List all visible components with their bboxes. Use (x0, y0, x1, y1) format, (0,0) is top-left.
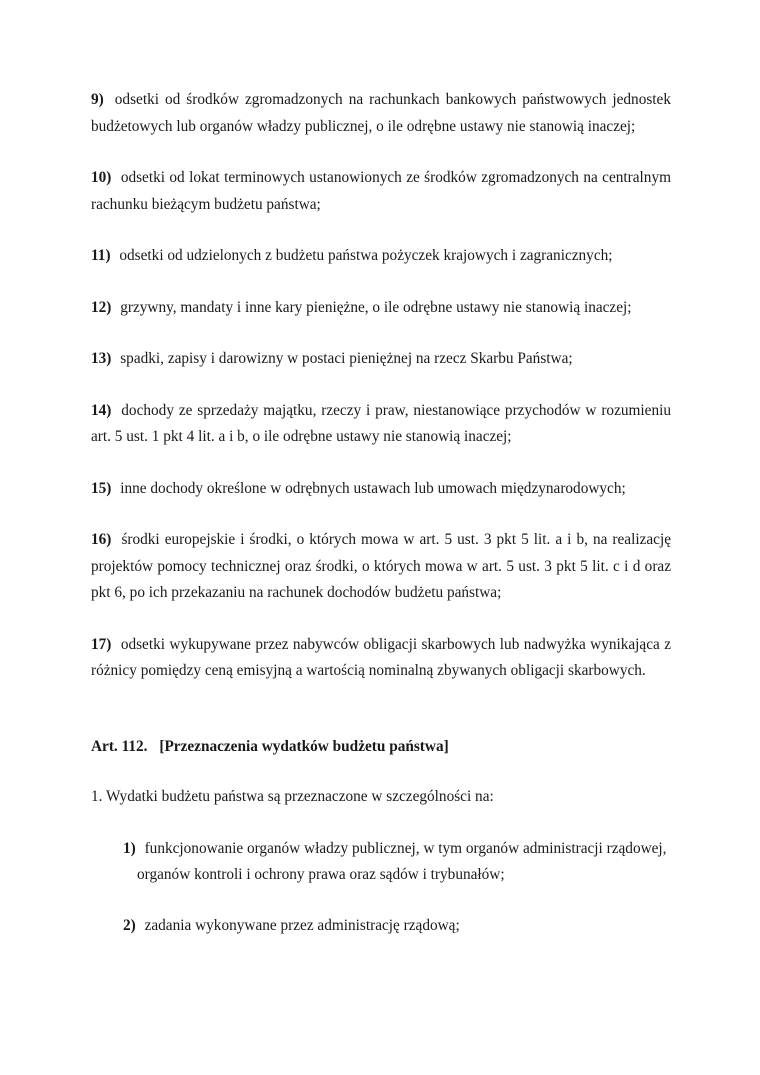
sub-item-number: 2) (123, 916, 136, 934)
item-text: inne dochody określone w odrębnych ustawach lub umowach międzynarodowych; (120, 479, 626, 497)
sub-item-2 (123, 913, 671, 940)
sub-item-1 (123, 836, 671, 889)
paragraph-1: 1. Wydatki budżetu państwa są przeznaczone w szczególności na: (91, 787, 494, 805)
item-text: grzywny, mandaty i inne kary pieniężne, o ile odrębne ustawy nie stanowią inaczej; (120, 298, 632, 316)
item-number: 10) (91, 169, 112, 186)
list-item-11 (91, 243, 671, 270)
article-title: [Przeznaczenia wydatków budżetu państwa] (159, 737, 449, 755)
item-number: 12) (91, 298, 112, 316)
item-text: odsetki od udzielonych z budżetu państwa pożyczek krajowych i zagranicznych; (119, 247, 613, 264)
sub-item-number: 1) (123, 839, 136, 857)
sub-item-text: zadania wykonywane przez administrację rządową; (144, 916, 460, 934)
article-number: Art. 112. (91, 737, 148, 755)
item-number: 15) (91, 479, 112, 497)
item-number: 13) (91, 350, 112, 367)
article-heading (91, 734, 671, 760)
list-item-16 (91, 527, 671, 607)
item-number: 17) (91, 635, 112, 653)
item-text: dochody ze sprzedaży majątku, rzeczy i praw, niestanowiące przychodów w rozumieniu art. 5 ust. 1 pkt 4 lit. a i b, o ile odrębne ustawy nie stanowią inaczej; (91, 401, 671, 445)
list-item-12 (91, 295, 671, 322)
list-item-10 (91, 165, 671, 218)
list-item-13 (91, 346, 671, 373)
item-text: odsetki od środków zgromadzonych na rachunkach bankowych państwowych jednostek budżetowych lub organów władzy publicznej, o ile odrębne ustawy nie stanowią inaczej; (91, 91, 671, 135)
item-number: 14) (91, 401, 112, 419)
item-number: 9) (91, 91, 104, 108)
item-text: środki europejskie i środki, o których mowa w art. 5 ust. 3 pkt 5 lit. a i b, na realizację projektów pomocy technicznej oraz środki, o których mowa w art. 5 ust. 3 pkt 5 lit. c i d oraz pkt 6, po ich przekazaniu na rachunek dochodów budżetu państwa; (91, 531, 672, 601)
list-item-17 (91, 632, 671, 685)
item-number: 16) (91, 531, 112, 548)
document-page (91, 87, 671, 963)
sub-item-text: funkcjonowanie organów władzy publicznej, w tym organów administracji rządowej, organów kontroli i ochrony prawa oraz sądów i trybunałów; (137, 839, 667, 883)
item-text: spadki, zapisy i darowizny w postaci pieniężnej na rzecz Skarbu Państwa; (120, 350, 573, 367)
item-text: odsetki wykupywane przez nabywców obligacji skarbowych lub nadwyżka wynikająca z różnicy pomiędzy ceną emisyjną a wartością nominalną zbywanych obligacji skarbowych. (91, 635, 671, 679)
list-item-15 (91, 476, 671, 503)
list-item-9 (91, 87, 671, 140)
item-number: 11) (91, 247, 111, 264)
item-text: odsetki od lokat terminowych ustanowionych ze środków zgromadzonych na centralnym rachunku bieżącym budżetu państwa; (91, 169, 671, 213)
list-item-14 (91, 398, 671, 451)
